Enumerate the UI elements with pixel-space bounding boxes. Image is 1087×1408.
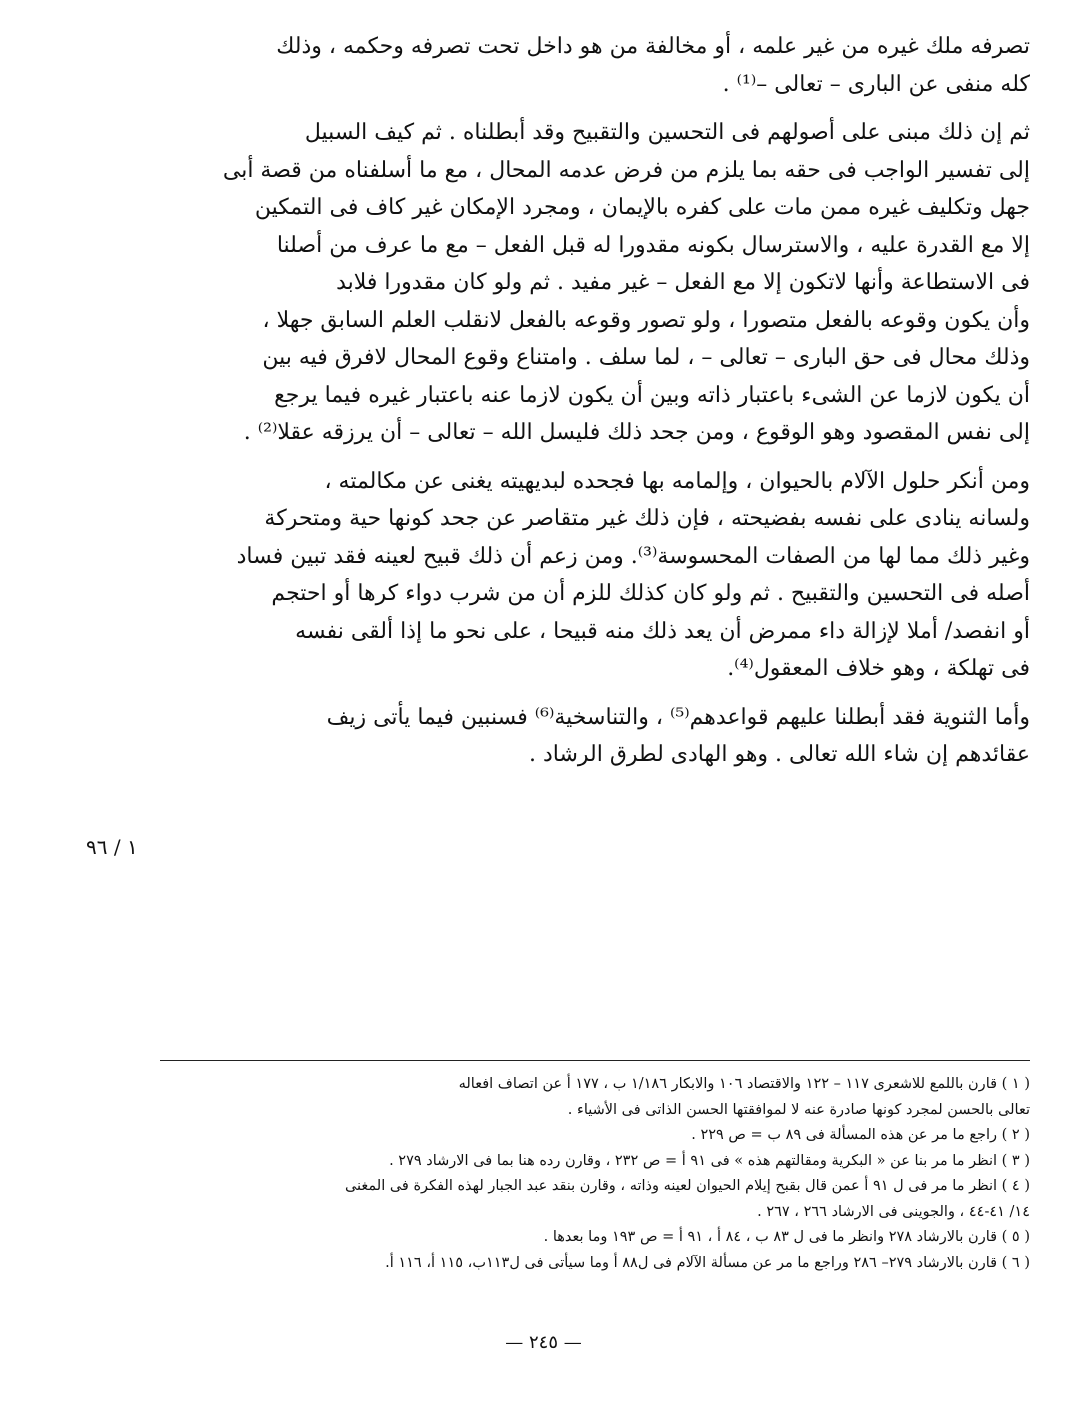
- text-line: ولسانه ينادى على نفسه بفضيحته ، فإن ذلك غير متقاصر عن جحد كونها حية ومتحركة: [264, 506, 1030, 531]
- footnote-divider: [160, 1060, 1030, 1061]
- footnote-line: ( ٤ ) انظر ما مر فى ل ٩١ أ عمن قال بقبح إيلام الحيوان لعينه وذاته ، وقارن بنقد عبد الجبار لهذه الفكرة فى المغنى: [344, 1178, 1030, 1194]
- paragraph-2: [150, 114, 1030, 452]
- text-line: وأن يكون وقوعه بالفعل متصورا ، ولو تصور وقوعه بالفعل لانقلب العلم السابق جهلا ،: [262, 307, 1030, 333]
- main-text: [150, 28, 1030, 774]
- text-line: تصرفه ملك غيره من غير علمه ، أو مخالفة من هو داخل تحت تصرفه وحكمه ، وذلك: [276, 34, 1030, 59]
- text-line: وأما الثنوية فقد أبطلنا عليهم قواعدهم⁽⁵⁾ ، والتناسخية⁽⁶⁾ فسنبين فيما يأتى زيف: [326, 704, 1030, 730]
- footnote-line: ( ٣ ) انظر ما مر بنا عن « البكرية ومقالتهم هذه » فى ٩١ أ = ص ٢٣٢ ، وقارن رده هنا بما فى الارشاد ٢٧٩ .: [389, 1152, 1030, 1169]
- text-line: إلى نفس المقصود وهو الوقوع ، ومن جحد ذلك فليسل الله – تعالى – أن يرزقه عقلا⁽²⁾ .: [243, 420, 1030, 445]
- text-line: فى الاستطاعة وأنها لاتكون إلا مع الفعل – غير مفيد . ثم ولو كان مقدورا فلابد: [336, 270, 1030, 295]
- footnotes: [150, 1072, 1030, 1276]
- text-line: ومن أنكر حلول الآلام بالحيوان ، وإلمامه بها فجحده لبديهيته يغنى عن مكالمته ،: [324, 468, 1030, 494]
- footnote-line: ١٤/ ٤١-٤٤ ، والجوينى فى الارشاد ٢٦٦ ، ٢٦٧ .: [757, 1203, 1030, 1220]
- text-line: وغير ذلك مما لها من الصفات المحسوسة⁽³⁾. ومن زعم أن ذلك قبيح لعينه فقد تبين فساد: [236, 543, 1030, 569]
- text-line: إلى تفسير الواجب فى حقه بما يلزم من فرض عدمه المحال ، مع ما أسلفناه من قصة أبى: [222, 157, 1030, 183]
- text-line: جهل وتكليف غيره ممن مات على كفره بالإيمان ، ومجرد الإمكان غير كاف فى التمكين: [254, 195, 1030, 220]
- margin-folio-reference: ١ / ٩٦: [86, 835, 138, 859]
- text-line: فى تهلكة ، وهو خلاف المعقول⁽⁴⁾.: [727, 656, 1030, 681]
- footnote-line: ( ١ ) قارن باللمع للاشعرى ١١٧ – ١٢٢ والاقتصاد ١٠٦ والابكار ١/١٨٦ ب ، ١٧٧ أ عن اتصاف افعاله: [458, 1076, 1030, 1092]
- text-line: ثم إن ذلك مبنى على أصولهم فى التحسين والتقبيح وقد أبطلناه . ثم كيف السبيل: [304, 120, 1030, 145]
- text-line: أصله فى التحسين والتقبيح . ثم ولو كان كذلك للزم أن من شرب دواء كرها أو احتجم: [271, 581, 1030, 606]
- text-line: إلا مع القدرة عليه ، والاسترسال بكونه مقدورا له قبل الفعل – مع ما عرف من أصلنا: [276, 232, 1030, 258]
- page-number: — ٢٤٥ —: [505, 1332, 582, 1353]
- footnote-line: ( ٥ ) قارن بالارشاد ٢٧٨ وانظر ما فى ل ٨٣ ب ، ٨٤ أ ، ٩١ أ = ص ١٩٣ وما بعدها .: [543, 1229, 1030, 1245]
- footnote-line: ( ٦ ) قارن بالارشاد ٢٧٩– ٢٨٦ وراجع ما مر عن مسألة الآلام فى ل٨٨ أ وما سيأتى فى ل١١٣ب، ١١٥ أ، ١١٦ أ.: [385, 1254, 1030, 1271]
- text-line: وذلك محال فى حق البارى – تعالى – ، لما سلف . وامتناع وقوع المحال لافرق فيه بين: [262, 345, 1030, 370]
- text-line: أو انفصد/ أملا لإزالة داء ممرض أن يعد ذلك منه قبيحا ، على نحو ما إذا ألقى نفسه: [295, 618, 1030, 644]
- footnote-line: تعالى بالحسن لمجرد كونها صادرة عنه لا لموافقتها الحسن الذاتى فى الأشياء .: [567, 1101, 1030, 1118]
- text-line: أن يكون لازما عن الشىء باعتبار ذاته وبين أن يكون لازما عنه باعتبار غيره فيما يرجع: [274, 382, 1030, 408]
- text-line: كله منفى عن البارى – تعالى –⁽¹⁾ .: [722, 71, 1030, 97]
- paragraph-1: [150, 28, 1030, 103]
- footnote-line: ( ٢ ) راجع ما مر عن هذه المسألة فى ٨٩ ب = ص ٢٢٩ .: [691, 1127, 1030, 1143]
- text-line: عقائدهم إن شاء الله تعالى . وهو الهادى لطرق الرشاد .: [528, 742, 1030, 767]
- paragraph-3: [150, 463, 1030, 688]
- paragraph-4: [150, 699, 1030, 774]
